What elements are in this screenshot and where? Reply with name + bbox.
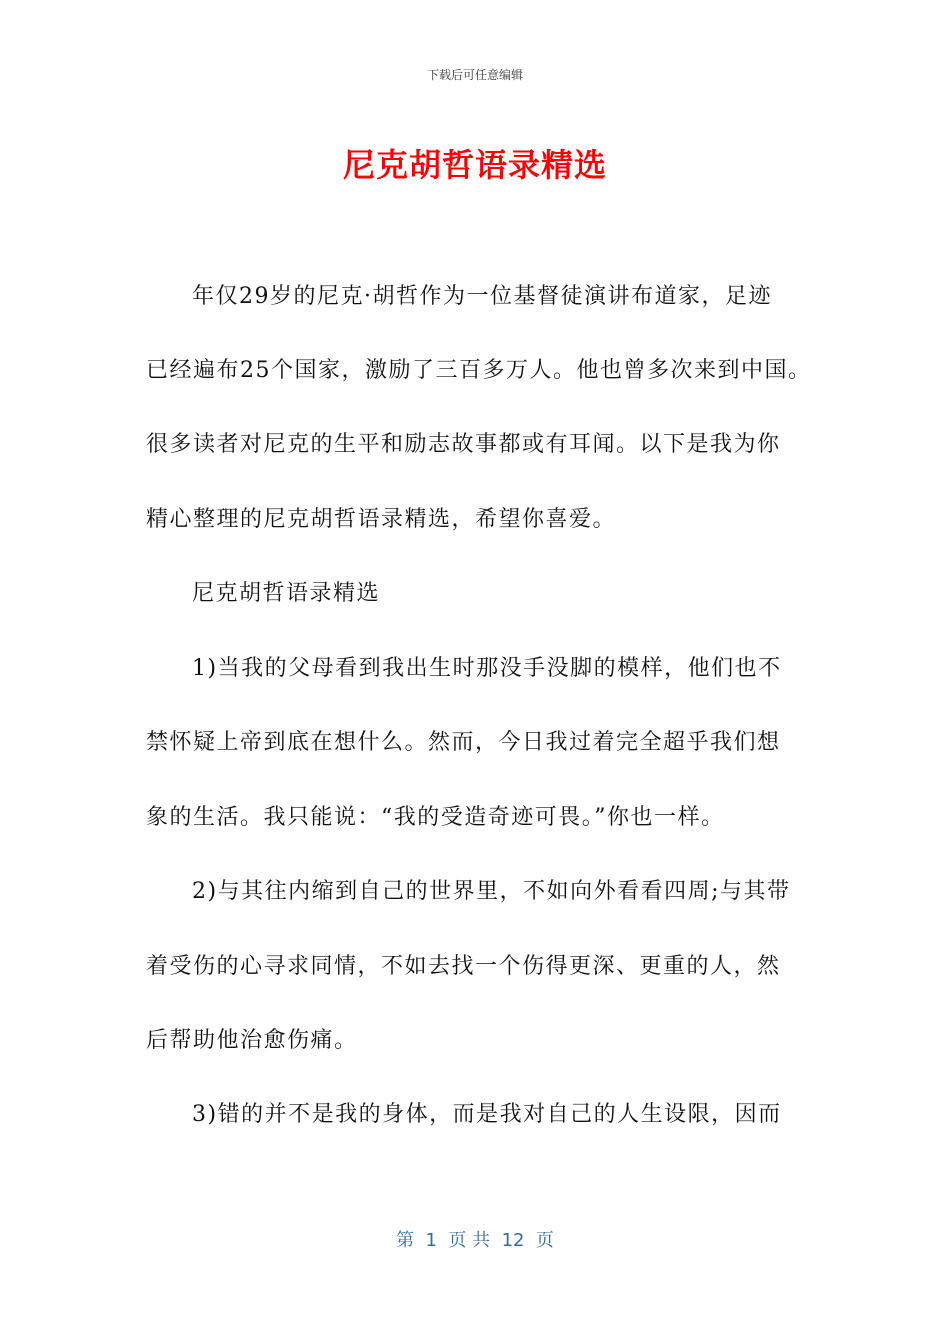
paragraph-line: 象的生活。我只能说：“我的受造奇迹可畏。”你也一样。 xyxy=(146,805,725,830)
paragraph-line: 1)当我的父母看到我出生时那没手没脚的模样，他们也不 xyxy=(192,656,782,681)
paragraph-line: 后帮助他治愈伤痛。 xyxy=(146,1028,358,1053)
paragraph-line: 很多读者对尼克的生平和励志故事都或有耳闻。以下是我为你 xyxy=(146,432,781,457)
document-title: 尼克胡哲语录精选 xyxy=(342,146,607,184)
section-heading: 尼克胡哲语录精选 xyxy=(192,581,381,606)
page-header-note: 下载后可任意编辑 xyxy=(426,68,523,82)
paragraph-line: 2)与其往内缩到自己的世界里，不如向外看看四周;与其带 xyxy=(192,879,791,904)
paragraph-line: 着受伤的心寻求同情，不如去找一个伤得更深、更重的人，然 xyxy=(146,954,781,979)
page-number-footer: 第 1 页 共 12 页 xyxy=(396,1230,554,1251)
paragraph-line: 已经遍布25个国家，激励了三百多万人。他也曾多次来到中国。 xyxy=(146,358,812,383)
paragraph-line: 精心整理的尼克胡哲语录精选，希望你喜爱。 xyxy=(146,507,617,532)
paragraph-line: 禁怀疑上帝到底在想什么。然而，今日我过着完全超乎我们想 xyxy=(146,730,781,755)
paragraph-line: 3)错的并不是我的身体，而是我对自己的人生设限，因而 xyxy=(192,1102,782,1127)
paragraph-line: 年仅29岁的尼克·胡哲作为一位基督徒演讲布道家，足迹 xyxy=(192,284,772,309)
